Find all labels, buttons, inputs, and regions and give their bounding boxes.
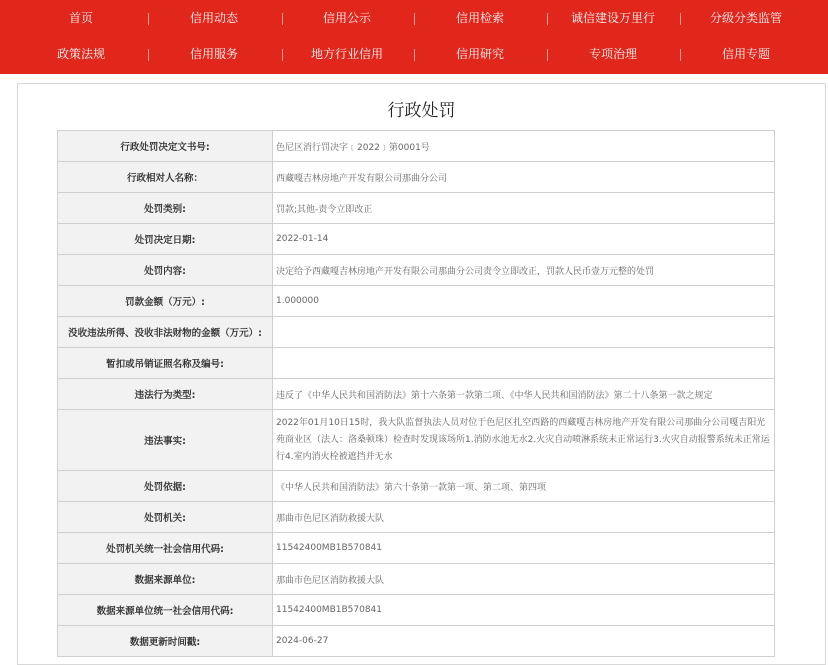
nav-item-credit-services[interactable]: 信用服务 [189,47,238,61]
table-row [58,193,775,224]
nav-row-secondary [0,37,828,72]
top-navigation [0,0,828,74]
field-value: 《中华人民共和国消防法》第六十条第一款第一项、第二项、第四项 [273,471,775,502]
table-row [58,348,775,379]
field-label: 行政相对人名称： [58,162,273,193]
field-value: 罚款;其他-责令立即改正 [273,193,775,224]
field-value: 2022-01-14 [273,224,775,255]
field-value: 色尼区消行罚决字﹝2022﹞第0001号 [273,131,775,162]
table-row [58,502,775,533]
field-label: 处罚决定日期: [58,224,273,255]
field-label: 行政处罚决定文书号: [58,131,273,162]
field-label: 数据来源单位统一社会信用代码: [58,595,273,626]
table-row [58,533,775,564]
field-label: 违法行为类型: [58,379,273,410]
table-row [58,162,775,193]
nav-item-credit-search[interactable]: 信用检索 [455,11,504,25]
field-label: 罚款金额（万元）: [58,286,273,317]
field-value: 那曲市色尼区消防救援大队 [273,502,775,533]
field-value: 2024-06-27 [273,626,775,657]
nav-row-primary [0,1,828,36]
table-row [58,286,775,317]
nav-item-credit-research[interactable]: 信用研究 [455,47,504,61]
field-value [273,348,775,379]
field-value: 1.000000 [273,286,775,317]
field-label: 违法事实: [58,410,273,471]
field-label: 数据来源单位: [58,564,273,595]
field-label: 处罚依据: [58,471,273,502]
field-value: 11542400MB1B570841 [273,595,775,626]
nav-item-credit-topics[interactable]: 信用专题 [721,47,770,61]
page-title: 行政处罚 [387,101,456,121]
nav-item-home[interactable]: 首页 [68,11,93,25]
nav-item-special-governance[interactable]: 专项治理 [588,47,637,61]
nav-item-policies[interactable]: 政策法规 [56,47,105,61]
nav-item-integrity-campaign[interactable]: 诚信建设万里行 [570,11,655,25]
table-row [58,131,775,162]
nav-item-credit-news[interactable]: 信用动态 [189,11,238,25]
field-value: 11542400MB1B570841 [273,533,775,564]
field-value: 那曲市色尼区消防救援大队 [273,564,775,595]
nav-item-graded-supervision[interactable]: 分级分类监管 [709,11,782,25]
field-label: 处罚内容: [58,255,273,286]
table-row [58,626,775,657]
nav-item-local-industry-credit[interactable]: 地方行业信用 [310,47,383,61]
table-row [58,255,775,286]
field-label: 处罚机关统一社会信用代码: [58,533,273,564]
field-label: 处罚机关: [58,502,273,533]
table-row [58,379,775,410]
table-row [58,224,775,255]
penalty-detail-table [57,130,775,657]
field-value: 西藏嘎吉林房地产开发有限公司那曲分公司 [273,162,775,193]
content-panel [17,83,826,665]
field-value [273,317,775,348]
field-label: 暂扣或吊销证照名称及编号: [58,348,273,379]
field-label: 处罚类别: [58,193,273,224]
nav-item-credit-disclosure[interactable]: 信用公示 [322,11,371,25]
field-value: 2022年01月10日15时，我大队监督执法人员对位于色尼区扎空西路的西藏嘎吉林房地产开发有限公司那曲分公司嘎吉阳光苑商业区（法人：洛桑顿珠）检查时发现该场所1.消防水池无水2.火灾自动喷淋系统未正常运行3.火灾自动报警系统未正常运行4.室内消火栓被遮挡并无水 [273,410,775,471]
table-row [58,595,775,626]
field-value: 违反了《中华人民共和国消防法》第十六条第一款第二项、《中华人民共和国消防法》第二十八条第一款之规定 [273,379,775,410]
table-row [58,564,775,595]
table-row [58,317,775,348]
field-value: 决定给予西藏嘎吉林房地产开发有限公司那曲分公司责令立即改正，罚款人民币壹万元整的处罚 [273,255,775,286]
table-row [58,410,775,471]
field-label: 数据更新时间戳: [58,626,273,657]
field-label: 没收违法所得、没收非法财物的金额（万元）: [58,317,273,348]
table-row [58,471,775,502]
